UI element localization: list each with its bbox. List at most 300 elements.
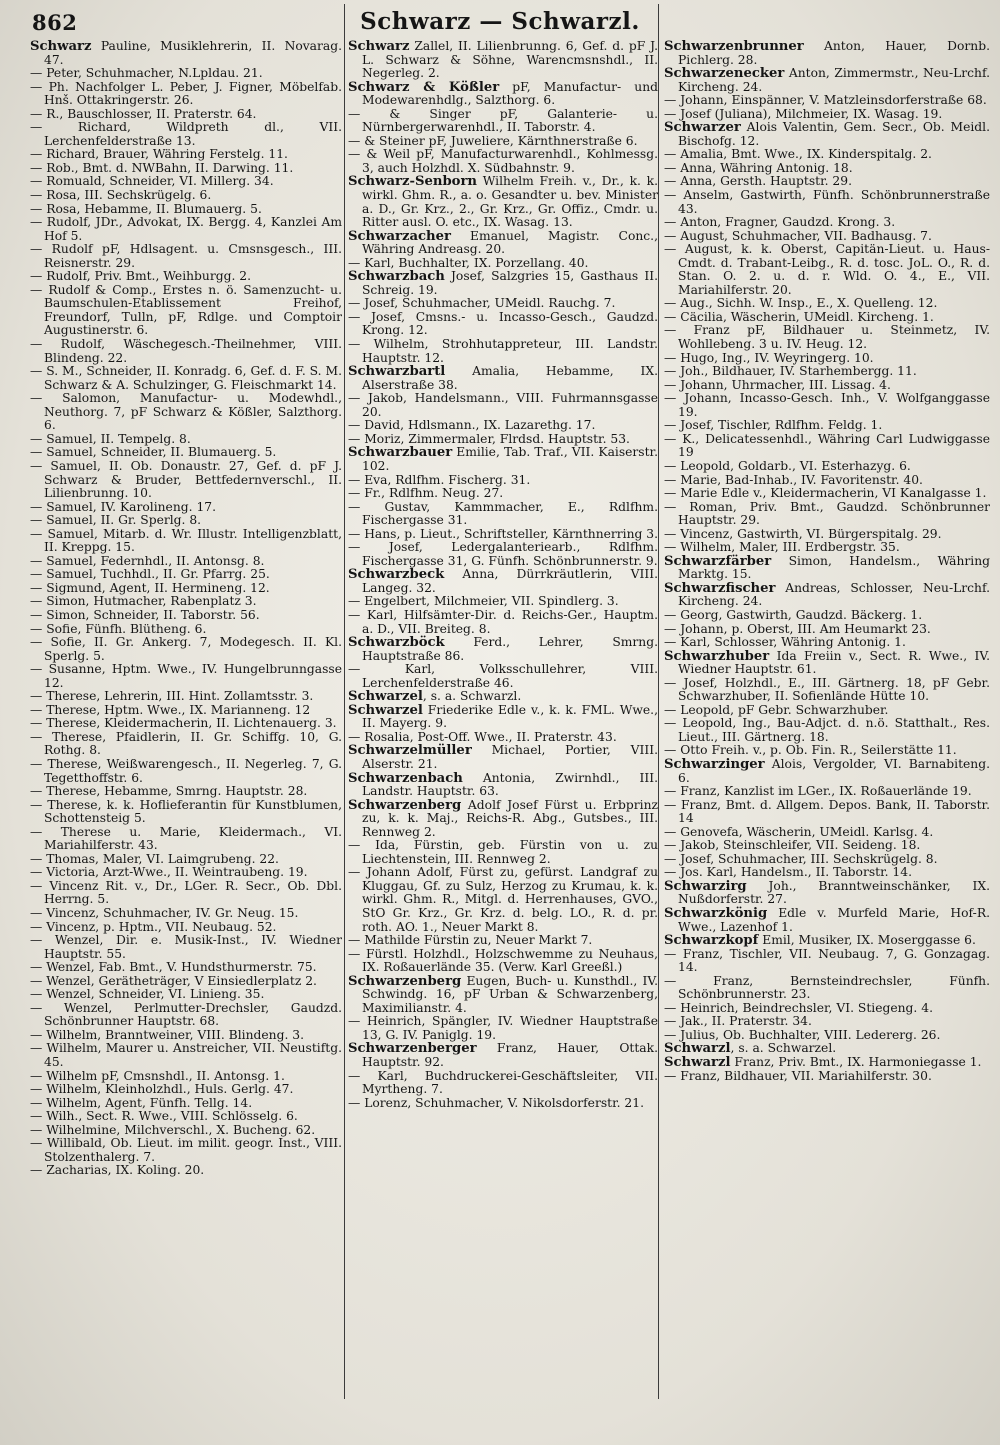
entry-text: — Johann, Uhrmacher, III. Lissag. 4. bbox=[664, 377, 891, 392]
entry-text: — Sofie, Fünfh. Blütheng. 6. bbox=[30, 621, 207, 636]
entry-text: — Wilhelmine, Milchverschl., X. Bucheng. 62. bbox=[30, 1122, 316, 1137]
directory-entry bbox=[348, 338, 658, 365]
directory-entry bbox=[30, 284, 342, 338]
entry-text: — Ida, Fürstin, geb. Fürstin von u. zu Liechtenstein, III. Rennweg 2. bbox=[348, 838, 658, 866]
entry-text: — Vincenz, Schuhmacher, IV. Gr. Neug. 15. bbox=[30, 906, 299, 920]
directory-entry bbox=[348, 365, 658, 392]
directory-entry bbox=[664, 853, 990, 867]
directory-entry bbox=[664, 365, 990, 379]
entry-text: — Therese, Lehrerin, III. Hint. Zollamtsstr. 3. bbox=[30, 689, 314, 704]
entry-text: Edle v. Murfeld Marie, Hof-R. Wwe., Lazenhof 1. bbox=[678, 906, 990, 934]
directory-entry bbox=[30, 1110, 342, 1124]
entry-text: — Vincenz Rit. v., Dr., LGer. R. Secr., Ob. Dbl. Herrng. 5. bbox=[30, 878, 342, 907]
directory-entry bbox=[664, 108, 990, 122]
directory-entry bbox=[30, 338, 342, 365]
entry-text: — Heinrich, Spängler, IV. Wiedner Hauptstraße 13, G. IV. Paniglg. 19. bbox=[348, 1014, 658, 1042]
entry-surname: Schwarzböck bbox=[348, 635, 445, 651]
entry-surname: Schwarzel bbox=[348, 689, 423, 705]
directory-entry bbox=[30, 40, 342, 67]
directory-entry bbox=[664, 609, 990, 623]
entry-text: Franz, Priv. Bmt., IX. Harmoniegasse 1. bbox=[730, 1055, 982, 1070]
directory-entry bbox=[664, 121, 990, 148]
entry-text: — Richard, Wildpreth dl., VII. Lerchenfelderstraße 13. bbox=[30, 120, 342, 148]
entry-surname: Schwarzel bbox=[348, 702, 423, 718]
directory-entry bbox=[664, 650, 990, 677]
entry-text: — August, Schuhmacher, VII. Badhausg. 7. bbox=[664, 228, 932, 243]
directory-entry bbox=[30, 785, 342, 799]
directory-entry bbox=[30, 1042, 342, 1069]
entry-text: — Richard, Brauer, Währing Ferstelg. 11. bbox=[30, 147, 288, 162]
entry-text: — Eva, Rdlfhm. Fischerg. 31. bbox=[348, 472, 531, 487]
directory-entry bbox=[30, 934, 342, 961]
entry-text: — Moriz, Zimmermaler, Flrdsd. Hauptstr. 53. bbox=[348, 431, 630, 446]
directory-entry bbox=[664, 392, 990, 419]
directory-entry bbox=[348, 474, 658, 488]
entry-surname: Schwarzelmüller bbox=[348, 743, 472, 759]
entry-text: — Rudolf & Comp., Erstes n. ö. Samenzucht- u. Baumschulen-Etablissement Freihof, Freundorf, Tulln, pF, Rdlge. und Comptoir Augustinerstr. 6. bbox=[30, 282, 342, 338]
entry-text: Antonia, Zwirnhdl., III. Landstr. Hauptstr. 63. bbox=[362, 770, 658, 799]
directory-entry bbox=[664, 297, 990, 311]
directory-entry bbox=[348, 487, 658, 501]
directory-entry bbox=[348, 948, 658, 975]
directory-entry bbox=[348, 501, 658, 528]
directory-entry bbox=[30, 446, 342, 460]
entry-surname: Schwarzenberg bbox=[348, 797, 462, 813]
columns bbox=[30, 40, 990, 1440]
directory-entry bbox=[664, 216, 990, 230]
directory-entry bbox=[30, 148, 342, 162]
entry-text: — Wilhelm, Agent, Fünfh. Tellg. 14. bbox=[30, 1095, 253, 1110]
entry-text: — Heinrich, Beindrechsler, VI. Stiegeng. 4. bbox=[664, 1000, 933, 1015]
directory-entry bbox=[348, 1097, 658, 1111]
entry-text: — Therese, Hebamme, Smrng. Hauptstr. 28. bbox=[30, 784, 308, 799]
directory-entry bbox=[30, 243, 342, 270]
entry-text: Anna, Dürrkräutlerin, VIII. Langeg. 32. bbox=[362, 567, 658, 595]
directory-entry bbox=[30, 121, 342, 148]
directory-entry bbox=[664, 379, 990, 393]
entry-text: Pauline, Musiklehrerin, II. Novarag. 47. bbox=[44, 40, 342, 67]
entry-text: — Johann, Incasso-Gesch. Inh., V. Wolfganggasse 19. bbox=[664, 391, 990, 419]
directory-entry bbox=[30, 365, 342, 392]
directory-entry bbox=[348, 297, 658, 311]
directory-entry bbox=[30, 582, 342, 596]
directory-entry bbox=[348, 704, 658, 731]
entry-surname: Schwarzfischer bbox=[664, 580, 776, 596]
entry-text: — Victoria, Arzt-Wwe., II. Weintraubeng. 19. bbox=[30, 865, 308, 880]
directory-entry bbox=[664, 623, 990, 637]
directory-entry bbox=[30, 636, 342, 663]
directory-entry bbox=[30, 1083, 342, 1097]
entry-text: — Josef, Ledergalanteriearb., Rdlfhm. Fischergasse 31, G. Fünfh. Schönbrunnerstr. 9. bbox=[348, 540, 658, 568]
directory-entry bbox=[30, 1070, 342, 1084]
entry-text: — Wilhelm, Kleinholzhdl., Huls. Gerlg. 47. bbox=[30, 1082, 294, 1097]
directory-entry bbox=[664, 528, 990, 542]
directory-entry bbox=[348, 1042, 658, 1069]
entry-text: — Joh., Bildhauer, IV. Starhembergg. 11. bbox=[664, 364, 917, 379]
entry-text: — Samuel, II. Gr. Sperlg. 8. bbox=[30, 513, 202, 528]
directory-entry bbox=[30, 270, 342, 284]
entry-text: Emilie, Tab. Traf., VII. Kaiserstr. 102. bbox=[362, 445, 658, 473]
directory-entry bbox=[664, 474, 990, 488]
entry-text: — Jakob, Steinschleifer, VII. Seideng. 18. bbox=[664, 838, 921, 853]
entry-text: — Leopold, Goldarb., VI. Esterhazyg. 6. bbox=[664, 458, 911, 473]
entry-text: — Gustav, Kammmacher, E., Rdlfhm. Fischergasse 31. bbox=[348, 499, 658, 528]
directory-entry bbox=[30, 81, 342, 108]
directory-entry bbox=[348, 40, 658, 81]
directory-entry bbox=[30, 609, 342, 623]
entry-text: — K., Delicatessenhdl., Währing Carl Ludwiggasse 19 bbox=[664, 431, 990, 460]
entry-text: — Simon, Schneider, II. Taborstr. 56. bbox=[30, 607, 260, 622]
directory-entry bbox=[348, 636, 658, 663]
page-number: 862 bbox=[32, 10, 78, 35]
directory-entry bbox=[30, 866, 342, 880]
entry-text: Ferd., Lehrer, Smrng. Hauptstraße 86. bbox=[362, 635, 658, 663]
entry-text: — Wenzel, Fab. Bmt., V. Hundsthurmerstr. 75. bbox=[30, 960, 317, 975]
entry-text: — Engelbert, Milchmeier, VII. Spindlerg. 3. bbox=[348, 594, 619, 609]
directory-entry bbox=[664, 230, 990, 244]
entry-surname: Schwarzfärber bbox=[664, 553, 772, 569]
entry-text: — Anna, Gersth. Hauptstr. 29. bbox=[664, 174, 852, 189]
entry-text: — Wilhelm pF, Cmsnshdl., II. Antonsg. 1. bbox=[30, 1068, 285, 1083]
directory-entry bbox=[30, 663, 342, 690]
entry-text: — Jak., II. Praterstr. 34. bbox=[664, 1014, 812, 1029]
directory-entry bbox=[348, 270, 658, 297]
directory-entry bbox=[30, 623, 342, 637]
entry-surname: Schwarzirg bbox=[664, 878, 747, 894]
entry-text: — Samuel, Schneider, II. Blumauerg. 5. bbox=[30, 445, 277, 460]
directory-entry bbox=[664, 866, 990, 880]
directory-entry bbox=[664, 717, 990, 744]
directory-entry bbox=[664, 94, 990, 108]
column-1 bbox=[30, 40, 342, 1440]
entry-text: — Samuel, Mitarb. d. Wr. Illustr. Intelligenzblatt, II. Kreppg. 15. bbox=[30, 526, 342, 555]
directory-entry bbox=[664, 799, 990, 826]
entry-text: — Hans, p. Lieut., Schriftsteller, Kärnthnerring 3. bbox=[348, 526, 658, 541]
entry-text: — Vincenz, p. Hptm., VII. Neubaug. 52. bbox=[30, 919, 277, 934]
entry-text: — Wilhelm, Branntweiner, VIII. Blindeng. 3. bbox=[30, 1027, 304, 1042]
directory-entry bbox=[30, 921, 342, 935]
directory-entry bbox=[664, 880, 990, 907]
directory-entry bbox=[348, 135, 658, 149]
directory-entry bbox=[664, 1029, 990, 1043]
entry-text: Eugen, Buch- u. Kunsthdl., IV. Schwindg. 16, pF Urban & Schwarzenberg, Maximilianstr. 4. bbox=[362, 973, 658, 1015]
directory-entry bbox=[664, 975, 990, 1002]
entry-text: — Sigmund, Agent, II. Hermineng. 12. bbox=[30, 580, 270, 595]
directory-entry bbox=[30, 988, 342, 1002]
entry-text: — Rosalia, Post-Off. Wwe., II. Praterstr. 43. bbox=[348, 729, 617, 744]
entry-text: — Salomon, Manufactur- u. Modewhdl., Neuthorg. 7, pF Schwarz & Kößler, Salzthorg. 6. bbox=[30, 391, 342, 433]
directory-entry bbox=[664, 352, 990, 366]
entry-text: — Georg, Gastwirth, Gaudzd. Bäckerg. 1. bbox=[664, 607, 923, 622]
directory-entry bbox=[348, 528, 658, 542]
entry-text: Josef, Salzgries 15, Gasthaus II. Schreig. 19. bbox=[362, 269, 658, 297]
directory-entry bbox=[664, 433, 990, 460]
directory-entry bbox=[664, 704, 990, 718]
directory-entry bbox=[348, 690, 658, 704]
directory-entry bbox=[30, 1029, 342, 1043]
entry-text: — Ph. Nachfolger L. Peber, J. Figner, Möbelfab. Hnš. Ottakringerstr. 26. bbox=[30, 79, 342, 108]
directory-entry bbox=[30, 555, 342, 569]
directory-entry bbox=[348, 934, 658, 948]
entry-text: — Susanne, Hptm. Wwe., IV. Hungelbrunngasse 12. bbox=[30, 662, 342, 690]
directory-entry bbox=[664, 175, 990, 189]
directory-entry bbox=[30, 907, 342, 921]
entry-surname: Schwarzinger bbox=[664, 756, 765, 772]
entry-text: — Josef (Juliana), Milchmeier, IX. Wasag. 19. bbox=[664, 106, 943, 121]
entry-text: — Fr., Rdlfhm. Neug. 27. bbox=[348, 486, 504, 501]
column-divider bbox=[658, 4, 659, 1399]
directory-entry bbox=[348, 1070, 658, 1097]
entry-text: — Franz, Bmt. d. Allgem. Depos. Bank, II. Taborstr. 14 bbox=[664, 797, 990, 826]
directory-entry bbox=[664, 758, 990, 785]
entry-text: Michael, Portier, VIII. Alserstr. 21. bbox=[362, 743, 658, 771]
entry-text: — Vincenz, Gastwirth, VI. Bürgerspitalg. 29. bbox=[664, 526, 942, 541]
entry-text: — Willibald, Ob. Lieut. im milit. geogr. Inst., VIII. Stolzenthalerg. 7. bbox=[30, 1136, 342, 1164]
entry-text: — August, k. k. Oberst, Capitän-Lieut. u. Haus-Cmdt. d. Trabant-Leibg., R. d. tosc. JoL. O., R. d. Stan. O. 2. u. d. r. Wld. O. 4., E., VII. Mariahilferstr. 20. bbox=[664, 242, 990, 297]
entry-surname: Schwarzer bbox=[664, 120, 741, 136]
directory-entry bbox=[664, 948, 990, 975]
entry-text: — Aug., Sichh. W. Insp., E., X. Quelleng. 12. bbox=[664, 296, 938, 311]
entry-text: — Zacharias, IX. Koling. 20. bbox=[30, 1163, 205, 1178]
entry-text: — S. M., Schneider, II. Konradg. 6, Gef. d. F. S. M. Schwarz & A. Schulzinger, G. Fleischmarkt 14. bbox=[30, 364, 342, 392]
entry-text: — Josef, Holzhdl., E., III. Gärtnerg. 18, pF Gebr. Schwarzhuber, II. Sofienlände Hütte 10. bbox=[664, 675, 990, 704]
directory-entry bbox=[30, 67, 342, 81]
entry-surname: Schwarz-Senborn bbox=[348, 174, 478, 190]
entry-text: — & Weil pF, Manufacturwarenhdl., Kohlmessg. 3, auch Holzhdl. X. Südbahnstr. 9. bbox=[348, 147, 658, 175]
entry-text: — Amalia, Bmt. Wwe., IX. Kinderspitalg. 2. bbox=[664, 147, 932, 162]
entry-text: — Jakob, Handelsmann., VIII. Fuhrmannsgasse 20. bbox=[348, 391, 658, 419]
entry-text: — Rudolf pF, Hdlsagent. u. Cmsnsgesch., III. Reisnerstr. 29. bbox=[30, 242, 342, 270]
directory-entry bbox=[348, 568, 658, 595]
entry-text: Emil, Musiker, IX. Moserggasse 6. bbox=[758, 933, 976, 948]
directory-entry bbox=[30, 1137, 342, 1164]
entry-text: — Rob., Bmt. d. NWBahn, II. Darwing. 11. bbox=[30, 160, 294, 175]
directory-entry bbox=[30, 853, 342, 867]
directory-entry bbox=[30, 595, 342, 609]
entry-text: — Anton, Fragner, Gaudzd. Krong. 3. bbox=[664, 215, 896, 230]
directory-entry bbox=[348, 148, 658, 175]
directory-entry bbox=[664, 636, 990, 650]
directory-entry bbox=[664, 419, 990, 433]
entry-text: — Fürstl. Holzhdl., Holzschwemme zu Neuhaus, IX. Roßauerlände 35. (Verw. Karl Greeßl.) bbox=[348, 946, 658, 975]
entry-surname: Schwarzbeck bbox=[348, 567, 445, 583]
directory-entry bbox=[664, 744, 990, 758]
directory-entry bbox=[348, 595, 658, 609]
entry-text: Andreas, Schlosser, Neu-Lrchf. Kircheng. 24. bbox=[678, 580, 990, 609]
directory-entry bbox=[30, 880, 342, 907]
directory-entry bbox=[30, 162, 342, 176]
entry-text: — Genovefa, Wäscherin, UMeidl. Karlsg. 4. bbox=[664, 824, 934, 839]
directory-entry bbox=[664, 1042, 990, 1056]
entry-text: — Karl, Schlosser, Währing Antonig. 1. bbox=[664, 635, 906, 650]
entry-text: Wilhelm Freih. v., Dr., k. k. wirkl. Ghm. R., a. o. Gesandter u. bev. Minister a. D., Gr. Krz., 2., Gr. Krz., Gr. Offiz., Cmdr. u. Ritter ausl. O. etc., IX. Wasag. 13. bbox=[362, 174, 658, 230]
entry-text: — Therese, Weißwarengesch., II. Negerleg. 7, G. Tegetthoffstr. 6. bbox=[30, 756, 342, 785]
directory-entry bbox=[30, 961, 342, 975]
directory-entry bbox=[30, 528, 342, 555]
directory-entry bbox=[348, 975, 658, 1016]
entry-text: — Marie, Bad-Inhab., IV. Favoritenstr. 40. bbox=[664, 472, 923, 487]
entry-text: Anton, Zimmermstr., Neu-Lrchf. Kircheng. 24. bbox=[678, 66, 990, 94]
entry-text: — R., Bauschlosser, II. Praterstr. 64. bbox=[30, 106, 257, 121]
entry-text: — Cäcilia, Wäscherin, UMeidl. Kircheng. 1. bbox=[664, 309, 934, 324]
entry-text: — Marie Edle v., Kleidermacherin, VI Kanalgasse 1. bbox=[664, 486, 987, 501]
directory-entry bbox=[348, 609, 658, 636]
entry-text: Ida Freiin v., Sect. R. Wwe., IV. Wiedner Hauptstr. 61. bbox=[678, 648, 990, 677]
directory-entry bbox=[664, 677, 990, 704]
directory-entry bbox=[664, 826, 990, 840]
directory-entry bbox=[30, 717, 342, 731]
entry-text: — Wilhelm, Maler, III. Erdbergstr. 35. bbox=[664, 540, 900, 555]
entry-surname: Schwarz bbox=[30, 40, 92, 54]
directory-entry bbox=[30, 514, 342, 528]
directory-entry bbox=[30, 175, 342, 189]
directory-entry bbox=[664, 487, 990, 501]
running-head: Schwarz — Schwarzl. bbox=[360, 8, 640, 35]
entry-text: Anton, Hauer, Dornb. Pichlerg. 28. bbox=[678, 40, 990, 67]
directory-entry bbox=[30, 1164, 342, 1178]
directory-entry bbox=[664, 1056, 990, 1070]
entry-text: — David, Hdlsmann., IX. Lazarethg. 17. bbox=[348, 418, 596, 433]
entry-text: — Leopold, pF Gebr. Schwarzhuber. bbox=[664, 702, 889, 717]
directory-entry bbox=[348, 230, 658, 257]
directory-entry bbox=[664, 501, 990, 528]
entry-text: — Thomas, Maler, VI. Laimgrubeng. 22. bbox=[30, 851, 279, 866]
entry-text: — Rosa, Hebamme, II. Blumauerg. 5. bbox=[30, 201, 262, 216]
directory-entry bbox=[30, 1124, 342, 1138]
entry-text: — Hugo, Ing., IV. Weyringerg. 10. bbox=[664, 350, 874, 365]
entry-text: — Johann Adolf, Fürst zu, gefürst. Landgraf zu Kluggau, Gf. zu Sulz, Herzog zu Krumau, k. k. wirkl. Ghm. R., Mitgl. d. Herrenhauses, GVO., StO Gr. Krz., Gr. Krz. d. belg. LO., R. d. pr. roth. AO. 1., Neuer Markt 8. bbox=[348, 865, 658, 934]
directory-entry bbox=[348, 1015, 658, 1042]
directory-entry bbox=[664, 40, 990, 67]
directory-entry bbox=[348, 744, 658, 771]
column-divider bbox=[344, 4, 345, 1399]
entry-text: — Johann, p. Oberst, III. Am Heumarkt 23. bbox=[664, 621, 931, 636]
entry-text: Amalia, Hebamme, IX. Alserstraße 38. bbox=[362, 364, 658, 392]
entry-text: Friederike Edle v., k. k. FML. Wwe., II. Mayerg. 9. bbox=[362, 702, 658, 731]
entry-text: — Wenzel, Schneider, VI. Linieng. 35. bbox=[30, 987, 265, 1002]
directory-entry bbox=[348, 433, 658, 447]
entry-text: — Wenzel, Dir. e. Musik-Inst., IV. Wiedner Hauptstr. 55. bbox=[30, 933, 342, 961]
entry-text: — Peter, Schuhmacher, N.Lpldau. 21. bbox=[30, 66, 263, 81]
directory-entry bbox=[664, 67, 990, 94]
entry-text: — Franz pF, Bildhauer u. Steinmetz, IV. Wohllebeng. 3 u. IV. Heug. 12. bbox=[664, 323, 990, 352]
entry-text: Zallel, II. Lilienbrunng. 6, Gef. d. pF J. L. Schwarz & Söhne, Warencmsnshdl., II. Negerleg. 2. bbox=[362, 40, 658, 81]
entry-surname: Schwarzbartl bbox=[348, 364, 446, 380]
directory-entry bbox=[30, 758, 342, 785]
entry-text: — Therese, Kleidermacherin, II. Lichtenauerg. 3. bbox=[30, 716, 337, 731]
directory-entry bbox=[664, 1015, 990, 1029]
entry-text: — Josef, Schuhmacher, UMeidl. Rauchg. 7. bbox=[348, 296, 616, 311]
entry-text: Franz, Hauer, Ottak. Hauptstr. 92. bbox=[362, 1041, 658, 1070]
entry-surname: Schwarzkönig bbox=[664, 906, 768, 921]
directory-entry bbox=[30, 799, 342, 826]
entry-text: pF, Manufactur- und Modewarenhdlg., Salzthorg. 6. bbox=[362, 79, 658, 108]
directory-entry bbox=[348, 311, 658, 338]
directory-entry bbox=[664, 148, 990, 162]
entry-text: Alois Valentin, Gem. Secr., Ob. Meidl. Bischofg. 12. bbox=[678, 120, 990, 148]
directory-entry bbox=[664, 460, 990, 474]
directory-entry bbox=[664, 324, 990, 351]
directory-entry bbox=[664, 541, 990, 555]
directory-entry bbox=[30, 731, 342, 758]
directory-entry bbox=[664, 243, 990, 297]
entry-surname: Schwarz bbox=[348, 40, 410, 54]
directory-entry bbox=[664, 162, 990, 176]
directory-entry bbox=[30, 392, 342, 433]
entry-text: — Rudolf, Wäschegesch.-Theilnehmer, VIII. Blindeng. 22. bbox=[30, 337, 342, 365]
entry-text: — Sofie, II. Gr. Ankerg. 7, Modegesch. II. Kl. Sperlg. 5. bbox=[30, 635, 342, 663]
entry-text: — Therese, k. k. Hoflieferantin für Kunstblumen, Schottensteig 5. bbox=[30, 797, 342, 826]
entry-text: — Johann, Einspänner, V. Matzleinsdorferstraße 68. bbox=[664, 93, 987, 108]
directory-entry bbox=[348, 419, 658, 433]
entry-text: Alois, Vergolder, VI. Barnabiteng. 6. bbox=[678, 756, 990, 785]
directory-entry bbox=[664, 582, 990, 609]
entry-text: Joh., Branntweinschänker, IX. Nußdorferstr. 27. bbox=[678, 878, 990, 907]
entry-text: — Karl, Buchdruckerei-Geschäftsleiter, VII. Myrtheng. 7. bbox=[348, 1068, 658, 1097]
directory-entry bbox=[664, 785, 990, 799]
directory-entry bbox=[30, 460, 342, 501]
entry-text: — Wenzel, Gerätheträger, V Einsiedlerplatz 2. bbox=[30, 973, 317, 988]
entry-text: — Therese u. Marie, Kleidermach., VI. Mariahilferstr. 43. bbox=[30, 824, 342, 853]
entry-surname: Schwarzenberger bbox=[348, 1041, 477, 1057]
entry-text: — Samuel, Federnhdl., II. Antonsg. 8. bbox=[30, 553, 265, 568]
entry-text: — Anna, Währing Antonig. 18. bbox=[664, 160, 853, 175]
page-header bbox=[0, 6, 1000, 40]
directory-entry bbox=[348, 799, 658, 840]
entry-text: — Karl, Buchhalter, IX. Porzellang. 40. bbox=[348, 255, 589, 270]
entry-text: — Anselm, Gastwirth, Fünfh. Schönbrunnerstraße 43. bbox=[664, 188, 990, 216]
entry-text: — Samuel, Tuchhdl., II. Gr. Pfarrg. 25. bbox=[30, 567, 270, 582]
entry-text: — Karl, Volksschullehrer, VIII. Lerchenfelderstraße 46. bbox=[348, 662, 658, 690]
entry-text: — Lorenz, Schuhmacher, V. Nikolsdorferstr. 21. bbox=[348, 1095, 644, 1110]
directory-entry bbox=[30, 568, 342, 582]
entry-text: Adolf Josef Fürst u. Erbprinz zu, k. k. Maj., Reichs-R. Abg., Gutsbes., III. Rennweg 2. bbox=[362, 797, 658, 839]
entry-text: — Romuald, Schneider, VI. Millerg. 34. bbox=[30, 174, 274, 189]
directory-entry bbox=[30, 1097, 342, 1111]
entry-text: — Therese, Hptm. Wwe., IX. Marianneng. 12 bbox=[30, 702, 311, 717]
directory-entry bbox=[30, 690, 342, 704]
directory-entry bbox=[30, 216, 342, 243]
directory-entry bbox=[348, 108, 658, 135]
entry-text: — Jos. Karl, Handelsm., II. Taborstr. 14. bbox=[664, 865, 912, 880]
entry-surname: Schwarzenbach bbox=[348, 770, 463, 786]
entry-surname: Schwarzenbrunner bbox=[664, 40, 804, 54]
column-2 bbox=[348, 40, 658, 1440]
directory-entry bbox=[348, 257, 658, 271]
entry-text: — Simon, Hutmacher, Rabenplatz 3. bbox=[30, 594, 257, 609]
entry-surname: Schwarzbach bbox=[348, 269, 445, 285]
directory-entry bbox=[30, 108, 342, 122]
directory-entry bbox=[348, 839, 658, 866]
entry-text: — & Steiner pF, Juweliere, Kärnthnerstraße 6. bbox=[348, 133, 638, 148]
directory-entry bbox=[664, 934, 990, 948]
entry-text: — Franz, Tischler, VII. Neubaug. 7, G. Gonzagag. 14. bbox=[664, 946, 990, 975]
directory-entry bbox=[348, 541, 658, 568]
entry-text: Emanuel, Magistr. Conc., Währing Andreasg. 20. bbox=[362, 228, 658, 257]
entry-text: — Samuel, II. Ob. Donaustr. 27, Gef. d. pF J. Schwarz & Bruder, Bettfedernverschl., II. Lilienbrunng. 10. bbox=[30, 458, 342, 501]
entry-surname: Schwarzbauer bbox=[348, 445, 453, 461]
entry-surname: Schwarzhuber bbox=[664, 648, 770, 664]
directory-entry bbox=[664, 1070, 990, 1084]
directory-entry bbox=[348, 175, 658, 229]
entry-surname: Schwarzacher bbox=[348, 228, 451, 244]
directory-entry bbox=[348, 772, 658, 799]
entry-text: — Karl, Hilfsämter-Dir. d. Reichs-Ger., Hauptm. a. D., VII. Breiteg. 8. bbox=[348, 607, 658, 636]
entry-text: — & Singer pF, Galanterie- u. Nürnbergerwarenhdl., II. Taborstr. 4. bbox=[348, 106, 658, 135]
directory-entry bbox=[30, 203, 342, 217]
directory-entry bbox=[348, 866, 658, 934]
directory-entry bbox=[664, 1002, 990, 1016]
